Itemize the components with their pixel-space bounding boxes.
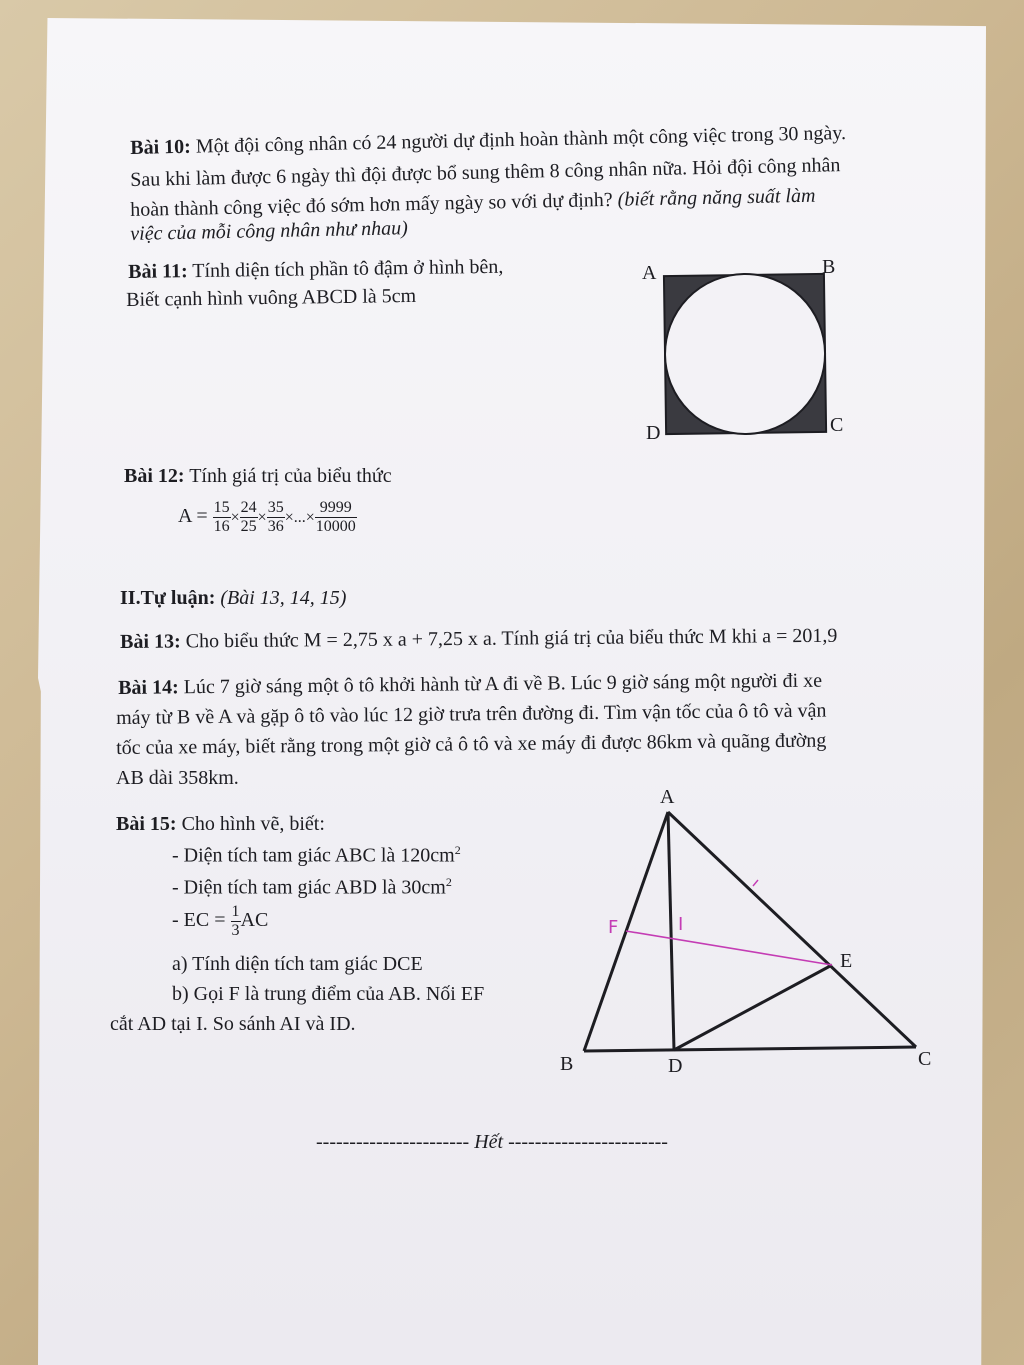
fraction-2 — [240, 499, 258, 536]
bai15-intro — [116, 810, 325, 838]
fraction-3 — [267, 499, 285, 536]
square-circle-figure — [660, 270, 840, 450]
item1-sup: 2 — [454, 843, 461, 857]
footer-dash-left: ----------------------- — [316, 1131, 470, 1153]
label-C: C — [830, 414, 844, 436]
bai12-label: Bài 12: — [124, 465, 185, 487]
inscribed-circle — [664, 273, 826, 435]
label-F-handwritten: F — [608, 917, 619, 938]
bai14-line2: máy từ B về A và gặp ô tô vào lúc 12 giờ trưa trên đường đi. Tìm vận tốc của ô tô và vận — [116, 699, 827, 729]
bai14-line4: AB dài 358km. — [116, 767, 239, 789]
section-2-label: II.Tự luận: — [120, 587, 216, 609]
ec-den: 3 — [231, 921, 240, 939]
bai11-line1 — [128, 253, 504, 286]
times-2: × — [257, 509, 267, 526]
bai15-label: Bài 15: — [116, 813, 177, 835]
label-B: B — [822, 256, 836, 278]
bai14-text1: Lúc 7 giờ sáng một ô tô khởi hành từ A đi về B. Lúc 9 giờ sáng một người đi xe — [183, 669, 823, 699]
bai12-line1 — [124, 462, 392, 490]
footer-het-text: Hết — [474, 1131, 504, 1153]
item1-text: - Diện tích tam giác ABC là 120cm — [172, 844, 455, 867]
bai13-text: Cho biểu thức M = 2,75 x a + 7,25 x a. Tính giá trị của biểu thức M khi a = 201,9 — [185, 624, 838, 653]
f1-den: 16 — [213, 517, 230, 535]
section-2-italic: (Bài 13, 14, 15) — [220, 587, 347, 609]
bai11-label: Bài 11: — [128, 260, 188, 283]
side-AC — [668, 812, 916, 1047]
bai15-question-b1: b) Gọi F là trung điểm của AB. Nối EF — [172, 983, 485, 1005]
f4-num: 9999 — [315, 499, 357, 518]
side-BC — [584, 1047, 916, 1051]
times-1: × — [230, 509, 240, 526]
ec-num: 1 — [231, 902, 240, 920]
tick-mark — [753, 880, 758, 886]
bai10-text3: hoàn thành công việc đó sớm hơn mấy ngày so với dự định? — [130, 188, 613, 221]
f1-num: 15 — [213, 498, 230, 516]
label-A: A — [642, 262, 657, 284]
bai15-item3 — [172, 900, 268, 940]
bai15-question-a: a) Tính diện tích tam giác DCE — [172, 953, 423, 975]
bai10-line4: việc của mỗi công nhân như nhau) — [130, 217, 408, 245]
footer-dash-right: ------------------------ — [508, 1131, 668, 1153]
segment-DE — [674, 965, 832, 1050]
item2-text: - Diện tích tam giác ABD là 30cm — [172, 876, 446, 899]
triangle-figure — [570, 800, 970, 1080]
segment-AD — [668, 812, 674, 1050]
bai15-intro-text: Cho hình vẽ, biết: — [181, 813, 325, 835]
label-D2: D — [668, 1055, 683, 1077]
bai15-item1 — [172, 836, 461, 870]
label-B2: B — [560, 1053, 574, 1075]
f4-den: 10000 — [315, 517, 356, 535]
label-I-handwritten: I — [678, 914, 684, 935]
fraction-ec — [231, 903, 241, 940]
fraction-1 — [213, 499, 231, 536]
bai14-label: Bài 14: — [118, 676, 179, 699]
bai14-line3: tốc của xe máy, biết rằng trong một giờ cả ô tô và xe máy đi được 86km và quãng đường — [116, 729, 827, 759]
label-C2: C — [918, 1048, 932, 1070]
item3-post: AC — [240, 909, 269, 931]
f2-den: 25 — [240, 517, 257, 535]
bai10-text1: Một đội công nhân có 24 người dự định hoàn thành một công việc trong 30 ngày. — [195, 122, 847, 158]
bai10-italic3: (biết rằng năng suất làm — [617, 184, 816, 211]
bai10-label: Bài 10: — [130, 135, 192, 159]
bai15-question-b2: cắt AD tại I. So sánh AI và ID. — [110, 1013, 356, 1035]
bai13-label: Bài 13: — [120, 630, 181, 653]
label-A2: A — [660, 786, 675, 808]
f2-num: 24 — [240, 498, 257, 516]
f3-den: 36 — [267, 517, 284, 535]
bai15-item2 — [172, 868, 452, 902]
fraction-4 — [315, 499, 357, 536]
bai11-text1: Tính diện tích phần tô đậm ở hình bên, — [192, 255, 504, 283]
item2-sup: 2 — [445, 875, 452, 889]
bai12-expression — [178, 496, 357, 538]
label-E: E — [840, 950, 853, 972]
f3-num: 35 — [267, 498, 284, 516]
section-2-heading — [120, 584, 346, 612]
times-dots: ×...× — [284, 509, 315, 526]
bai10-line2: Sau khi làm được 6 ngày thì đội được bổ sung thêm 8 công nhân nữa. Hỏi đội công nhân — [130, 154, 841, 191]
expr-lhs: A = — [178, 505, 208, 527]
label-D: D — [646, 422, 661, 444]
footer-het — [316, 1128, 668, 1156]
bai11-line2: Biết cạnh hình vuông ABCD là 5cm — [126, 284, 417, 311]
item3-pre: - EC = — [172, 909, 226, 931]
bai12-text1: Tính giá trị của biểu thức — [189, 465, 392, 487]
